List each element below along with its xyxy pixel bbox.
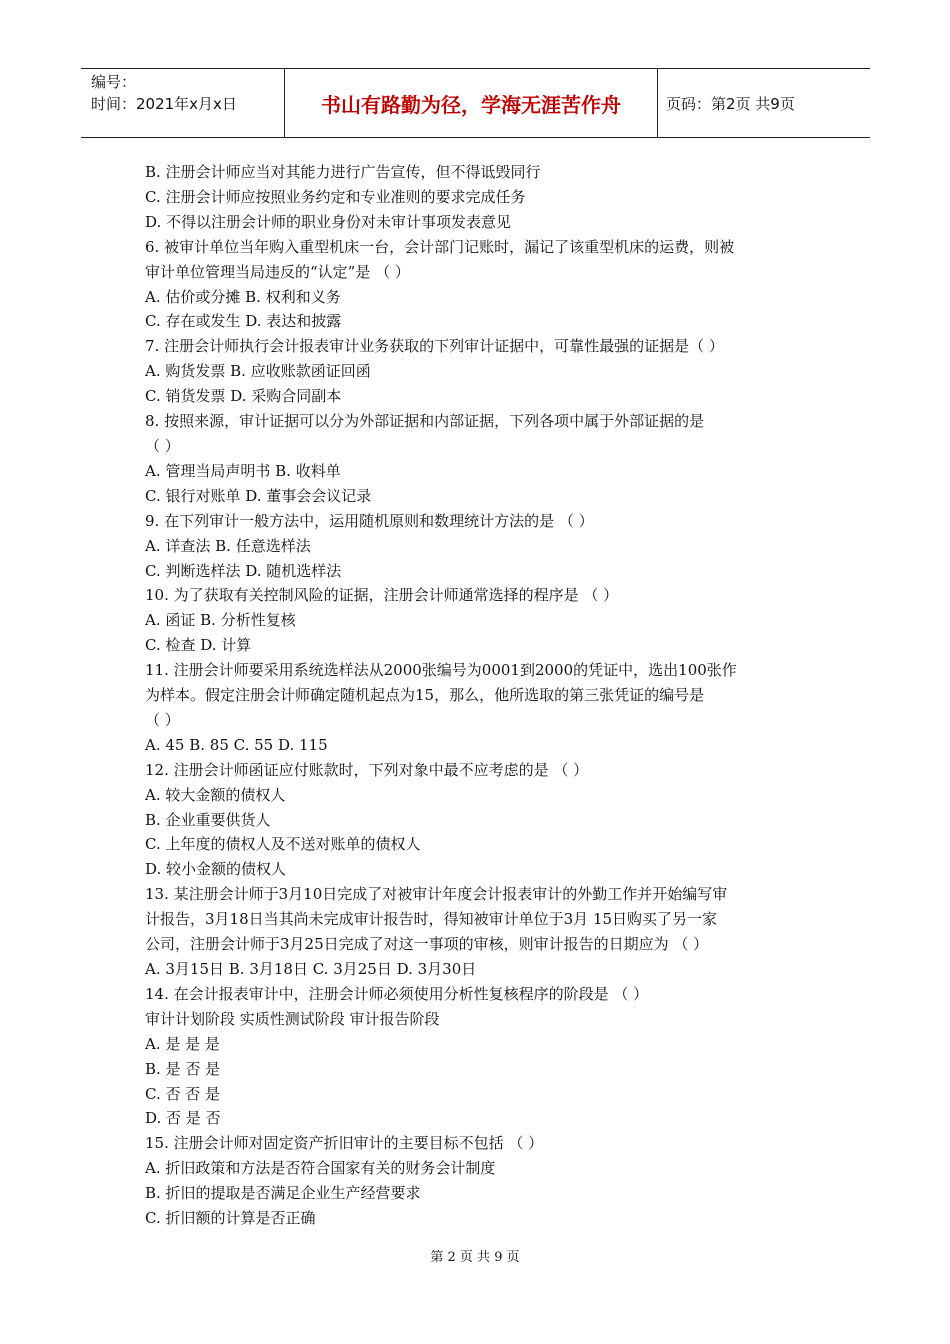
text-line: C. 上年度的债权人及不送对账单的债权人 [145,835,421,854]
text-line: 计报告，3月18日当其尚未完成审计报告时，得知被审计单位于3月 15日购买了另一家 [145,910,718,929]
text-line: 6. 被审计单位当年购入重型机床一台，会计部门记账时，漏记了该重型机床的运费，则被 [145,237,735,256]
text-line: A. 较大金额的债权人 [145,785,286,804]
text-line: B. 企业重要供货人 [145,810,271,829]
text-line: 8. 按照来源，审计证据可以分为外部证据和内部证据，下列各项中属于外部证据的是 [145,412,705,431]
page-header [81,68,870,138]
text-line: A. 折旧政策和方法是否符合国家有关的财务会计制度 [145,1159,496,1178]
header-meta [81,69,285,137]
text-line: C. 存在或发生 D. 表达和披露 [145,312,342,331]
text-line: A. 管理当局声明书 B. 收料单 [145,461,341,480]
text-line: 9. 在下列审计一般方法中，运用随机原则和数理统计方法的是 （ ） [145,511,594,530]
text-line: C. 折旧额的计算是否正确 [145,1209,316,1228]
text-line: C. 检查 D. 计算 [145,636,252,655]
text-line: C. 银行对账单 D. 董事会会议记录 [145,486,372,505]
text-line: A. 函证 B. 分析性复核 [145,611,296,630]
text-line: 11. 注册会计师要采用系统选样法从2000张编号为0001到2000的凭证中，选出100张作 [145,661,737,680]
text-line: D. 不得以注册会计师的职业身份对未审计事项发表意见 [145,212,512,231]
text-line: 审计单位管理当局违反的“认定”是 （ ） [145,262,410,281]
text-line: 10. 为了获取有关控制风险的证据，注册会计师通常选择的程序是 （ ） [145,586,619,605]
text-line: （ ） [145,710,180,729]
text-line: A. 3月15日 B. 3月18日 C. 3月25日 D. 3月30日 [145,960,477,978]
header-page-number: 页码：第2页 共9页 [666,94,795,113]
text-line: B. 折旧的提取是否满足企业生产经营要求 [145,1184,421,1203]
text-line: 13. 某注册会计师于3月10日完成了对被审计年度会计报表审计的外勤工作并开始编写审 [145,885,728,904]
text-line: 12. 注册会计师函证应付账款时，下列对象中最不应考虑的是 （ ） [145,760,589,779]
text-line: 14. 在会计报表审计中，注册会计师必须使用分析性复核程序的阶段是 （ ） [145,984,649,1003]
document-time-label: 时间：2021年x月x日 [91,95,237,113]
text-line: C. 否 否 是 [145,1084,221,1103]
text-line: 7. 注册会计师执行会计报表审计业务获取的下列审计证据中，可靠性最强的证据是（ ） [145,337,724,356]
header-motto: 书山有路勤为径，学海无涯苦作舟 [285,69,658,137]
text-line: B. 是 否 是 [145,1059,221,1078]
text-line: 15. 注册会计师对固定资产折旧审计的主要目标不包括 （ ） [145,1134,544,1153]
page-footer: 第 2 页 共 9 页 [430,1250,520,1265]
text-line: A. 购货发票 B. 应收账款函证回函 [145,362,371,381]
text-line: B. 注册会计师应当对其能力进行广告宣传，但不得诋毁同行 [145,163,541,181]
text-line: 公司，注册会计师于3月25日完成了对这一事项的审核，则审计报告的日期应为 （ ） [145,935,709,954]
text-line: A. 45 B. 85 C. 55 D. 115 [145,735,328,754]
text-line: A. 详查法 B. 任意选样法 [145,536,311,555]
text-line: （ ） [145,436,180,455]
document-number-label: 编号： [91,73,137,91]
text-line: 为样本。假定注册会计师确定随机起点为15，那么，他所选取的第三张凭证的编号是 [145,686,705,705]
text-line: D. 较小金额的债权人 [145,860,287,879]
text-line: C. 销货发票 D. 采购合同副本 [145,387,342,406]
text-line: C. 判断选样法 D. 随机选样法 [145,561,342,580]
text-line: C. 注册会计师应按照业务约定和专业准则的要求完成任务 [145,187,526,206]
text-line: D. 否 是 否 [145,1109,221,1128]
text-line: A. 是 是 是 [145,1034,220,1053]
text-line: A. 估价或分摊 B. 权利和义务 [145,287,341,306]
text-line: 审计计划阶段 实质性测试阶段 审计报告阶段 [145,1009,440,1028]
document-body [145,160,810,1231]
